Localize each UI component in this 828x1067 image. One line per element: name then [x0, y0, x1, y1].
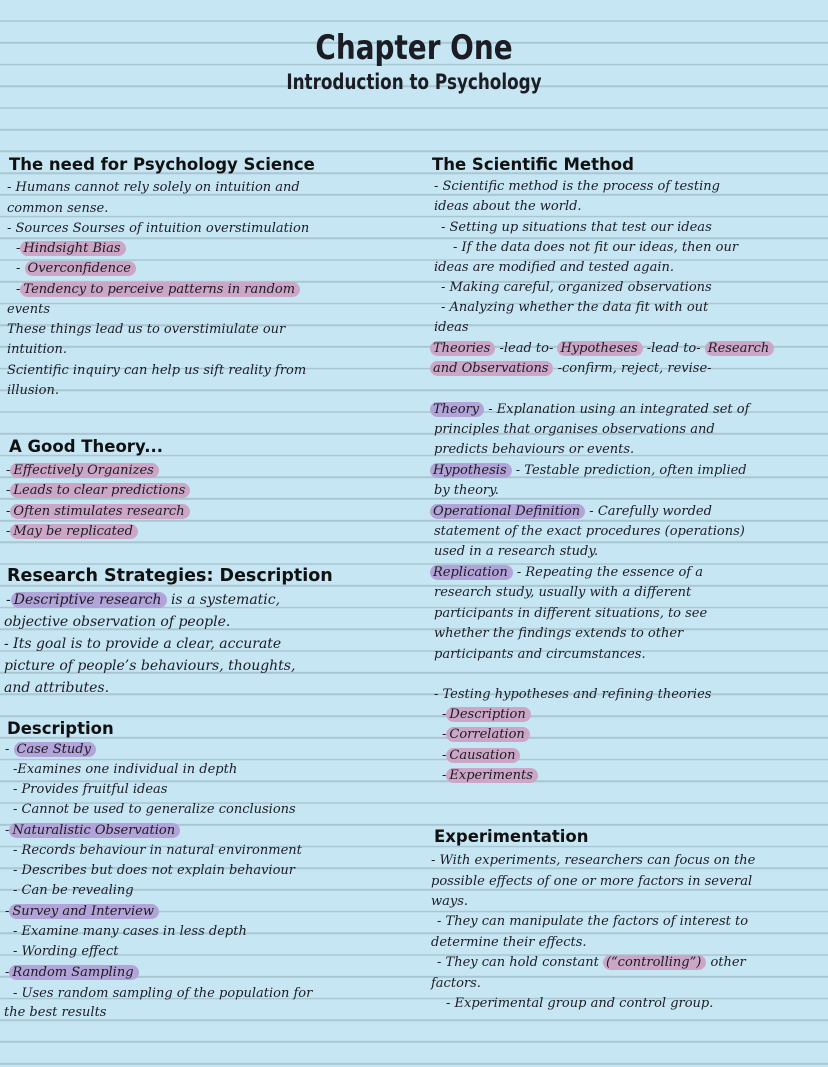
- note-text: other: [706, 955, 746, 970]
- dash: -: [6, 483, 11, 498]
- list-item: [6, 482, 190, 500]
- dash: -: [5, 965, 10, 980]
- dash: -: [442, 727, 447, 742]
- dash: -: [16, 261, 21, 276]
- highlight-term: Correlation: [446, 727, 529, 742]
- note-line: - Analyzing whether the data fit with out: [441, 300, 709, 315]
- highlight-term: Theory: [430, 402, 484, 417]
- note-line: [16, 281, 300, 299]
- note-line: participants in different situations, to see: [434, 606, 708, 621]
- note-text: - Testable prediction, often implied: [511, 463, 747, 478]
- chapter-title: Chapter One: [315, 28, 513, 68]
- note-line: ideas are modified and tested again.: [434, 260, 674, 275]
- note-line: [437, 954, 746, 972]
- note-text: -lead to-: [495, 341, 558, 356]
- note-line: - Testing hypotheses and refining theories: [434, 687, 712, 702]
- highlight-term: Hypothesis: [430, 463, 512, 478]
- note-line: - Its goal is to provide a clear, accurate: [4, 636, 282, 652]
- note-line: - Experimental group and control group.: [446, 996, 714, 1011]
- dash: -: [6, 504, 11, 519]
- section-heading: Research Strategies: Description: [7, 566, 333, 586]
- note-line: -Examines one individual in depth: [13, 762, 238, 777]
- list-item: [442, 726, 530, 744]
- note-text: - Explanation using an integrated set of: [488, 402, 750, 417]
- note-line: research study, usually with a different: [434, 585, 692, 600]
- highlight-term: Leads to clear predictions: [10, 483, 190, 498]
- dash: -: [6, 592, 11, 608]
- note-line: whether the findings extends to other: [434, 626, 684, 641]
- note-line: by theory.: [434, 483, 499, 498]
- note-text: - Repeating the essence of a: [512, 565, 703, 580]
- highlight-term: Descriptive research: [11, 592, 167, 608]
- highlight-term: Survey and Interview: [9, 904, 159, 919]
- note-line: intuition.: [7, 342, 67, 357]
- note-line: - Wording effect: [13, 944, 119, 959]
- highlight-term: Experiments: [446, 768, 538, 783]
- note-text: -lead to-: [642, 341, 705, 356]
- note-line: - With experiments, researchers can focus on the: [431, 853, 756, 868]
- highlight-term: and Observations: [430, 361, 553, 376]
- note-line: - Describes but does not explain behaviour: [13, 863, 296, 878]
- note-line: picture of people’s behaviours, thoughts,: [4, 658, 296, 674]
- highlight-term: Tendency to perceive patterns in random: [20, 282, 300, 297]
- highlight-term: Hindsight Bias: [20, 241, 125, 256]
- note-line: [16, 260, 136, 278]
- highlight-term: Operational Definition: [430, 504, 585, 519]
- list-item: [6, 462, 159, 480]
- highlight-term: May be replicated: [10, 524, 138, 539]
- dash: -: [5, 742, 10, 757]
- note-line: ideas about the world.: [434, 199, 582, 214]
- highlight-term: Research: [705, 341, 774, 356]
- highlight-term: Hypotheses: [557, 341, 642, 356]
- dash: -: [442, 768, 447, 783]
- note-line: - Can be revealing: [13, 883, 134, 898]
- definition-line: [430, 462, 747, 480]
- section-heading: A Good Theory...: [9, 437, 163, 456]
- note-text: - Carefully worded: [585, 504, 712, 519]
- note-line: These things lead us to overstimiulate our: [7, 322, 286, 337]
- note-line: - They can manipulate the factors of interest to: [437, 914, 749, 929]
- dash: -: [5, 823, 10, 838]
- list-item: [442, 747, 520, 765]
- note-line: - Provides fruitful ideas: [13, 782, 168, 797]
- definition-line: [430, 401, 749, 419]
- note-line: ways.: [431, 894, 469, 909]
- list-item: [5, 741, 96, 759]
- highlight-term: Naturalistic Observation: [9, 823, 180, 838]
- dash: -: [16, 282, 21, 297]
- note-line: - Scientific method is the process of testing: [434, 179, 720, 194]
- dash: -: [6, 524, 11, 539]
- section-heading: The need for Psychology Science: [9, 155, 315, 174]
- note-text: -confirm, reject, revise-: [553, 361, 712, 376]
- flow-line: [430, 360, 712, 378]
- list-item: [5, 964, 139, 982]
- dash: -: [5, 904, 10, 919]
- note-line: Scientific inquiry can help us sift reality from: [7, 363, 307, 378]
- note-line: - Records behaviour in natural environment: [13, 843, 302, 858]
- note-line: illusion.: [7, 383, 60, 398]
- note-line: predicts behaviours or events.: [434, 442, 635, 457]
- dash: -: [442, 748, 447, 763]
- highlight-term: Effectively Organizes: [10, 463, 158, 478]
- section-heading: Experimentation: [434, 827, 589, 846]
- list-item: [442, 767, 538, 785]
- note-line: determine their effects.: [431, 935, 587, 950]
- section-heading: The Scientific Method: [432, 155, 634, 174]
- highlight-term: Often stimulates research: [10, 504, 189, 519]
- note-line: ideas: [434, 320, 469, 335]
- note-line: - Sources Sourses of intuition overstimulation: [7, 221, 310, 236]
- note-text: is a systematic,: [166, 592, 281, 608]
- note-line: - Cannot be used to generalize conclusions: [13, 802, 296, 817]
- note-line: factors.: [431, 976, 481, 991]
- highlight-term: Overconfidence: [25, 261, 136, 276]
- note-line: common sense.: [7, 201, 109, 216]
- highlight-term: Causation: [446, 748, 520, 763]
- highlight-term: Case Study: [14, 742, 96, 757]
- highlight-term: Description: [446, 707, 530, 722]
- flow-line: [430, 340, 774, 358]
- note-line: and attributes.: [4, 680, 110, 696]
- note-line: principles that organises observations and: [434, 422, 715, 437]
- dash: -: [6, 463, 11, 478]
- note-line: [16, 240, 126, 258]
- note-text: - They can hold constant: [437, 955, 603, 970]
- highlight-term: Random Sampling: [9, 965, 138, 980]
- chapter-subtitle: Introduction to Psychology: [286, 70, 542, 94]
- note-line: participants and circumstances.: [434, 647, 646, 662]
- list-item: [5, 822, 180, 840]
- dash: -: [442, 707, 447, 722]
- note-line: statement of the exact procedures (operations): [434, 524, 745, 539]
- definition-line: [430, 564, 703, 582]
- note-line: - Humans cannot rely solely on intuition and: [7, 180, 300, 195]
- note-line: objective observation of people.: [4, 614, 231, 630]
- section-heading: Description: [7, 719, 114, 738]
- list-item: [6, 503, 190, 521]
- note-line: - Setting up situations that test our ideas: [441, 220, 712, 235]
- note-line: the best results: [4, 1005, 107, 1020]
- definition-line: [430, 503, 712, 521]
- note-line: [6, 591, 280, 609]
- list-item: [6, 523, 138, 541]
- highlight-term: (“controlling”): [603, 955, 706, 970]
- note-line: events: [7, 302, 50, 317]
- highlight-term: Theories: [430, 341, 495, 356]
- highlight-term: Replication: [430, 565, 513, 580]
- note-line: possible effects of one or more factors in several: [431, 874, 753, 889]
- note-line: - If the data does not fit our ideas, then our: [453, 240, 739, 255]
- note-line: used in a research study.: [434, 544, 599, 559]
- dash: -: [16, 241, 21, 256]
- note-line: - Uses random sampling of the population for: [13, 986, 313, 1001]
- note-line: - Making careful, organized observations: [441, 280, 712, 295]
- list-item: [442, 706, 531, 724]
- note-line: - Examine many cases in less depth: [13, 924, 247, 939]
- list-item: [5, 903, 159, 921]
